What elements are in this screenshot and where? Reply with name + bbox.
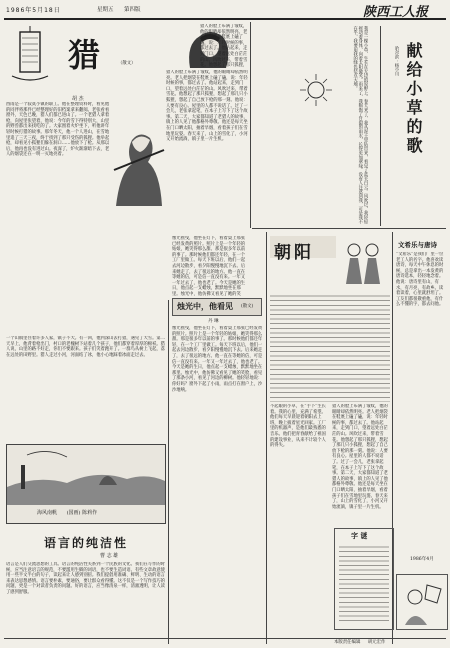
footer-editor: 本版责任编辑 (334, 640, 361, 645)
masthead (0, 0, 450, 20)
language-author: 曹 志 雄 (100, 553, 119, 559)
recognize-label: (散文) (241, 304, 254, 309)
comic-title (37, 509, 97, 516)
hunt-title: 猎 (68, 36, 101, 74)
puzzle-box (334, 528, 394, 630)
recognize-body: 烛光摇曳，他坐在灯下，看着桌上那张已经发黄的照片。照片上是一个年轻的姑娘，她笑得那么甜。那是很多年以前的事了。那时候他们都还年轻，在一个工厂里做工。每天下班以后，他们一起去河边散步，看夕阳慢慢地沉下去。后来她走了，去了很远的地方。他一直在等她的信，可是信一直没有来。一年又一年过去了，他也老了。今天是她的生日，他点起一支蜡烛，默默地坐在那里。烛光中，他仿佛又看见了她的笑脸，看见了那条小河，看见了河边的柳树。他轻轻地说：你好吗？窗外下起了小雨，雨点打在窗户上，沙沙地响。 (172, 326, 263, 393)
dedication-columns: 我是一棵小草，生长在无边的原野上。春天来了，我从泥土里钻出来，看见了蓝天白云。风吹过，我轻轻摇动着身体，向着太阳微笑。雨来了，我喝饱了甘甜的雨水，长得更加翠绿。没有人注意到我，可是我不在乎，我要用我的绿色装点大地。 (352, 26, 368, 224)
sun-emblem (296, 70, 336, 110)
hunt-body-2: 一个山镇里住着许多人家，镇子不大。有一回，他到深山去打猎，遇见了大雪。第二天早上，他背着枪出门，村口的老槐树下站着几个孩子，他们都穿着厚厚的棉袄。猎人说，山里的路不好走，你们不要跟来。孩子们笑着跑开了。一群鸟从树上飞起，落在远处的田野里。猎人走过小河，河面结了冰，他小心地踩着冰面走过去。 (6, 336, 165, 358)
dedication-byline: 哈尔滨 · 杨小川 (394, 46, 399, 76)
language-title: 语言的纯洁性 (44, 536, 129, 550)
hunt-subtitle: （散文） (118, 61, 136, 66)
paper-name: 陕西工人报 (363, 5, 429, 20)
comic-title-text: 海风南帆 (37, 510, 58, 516)
couple-cartoon (336, 236, 390, 286)
lantern-illustration (6, 26, 54, 88)
guest-title: 朝阳 (274, 243, 314, 263)
dedication-box (380, 26, 445, 226)
language-body: 语言是人们交流思想的工具。语言的纯洁性关系到一个民族的文化。我们在写作的时候，应当注意语言的规范，不要滥用生僻的词语，也不要生造词语。有些文章故意使用一些半文半白的句子，读起来让人感到别扭。我们提倡用准确、鲜明、生动的语言来表达思想感情。语言要朴素，要通俗，要让群众看得懂。这不仅是一个写作技巧的问题，更是一个对读者负责的问题。好的语言，应当像清泉一样，清澈透明，让人读了感到舒服。 (6, 562, 165, 595)
comic-panel (6, 444, 166, 524)
recognize-title-box (172, 298, 262, 316)
guest-body: 不起眼的小草，在“手下”生长着。我的心里，充满了希望。他们每天早晨迎着朝阳去上班，晚上披着星光回家。工厂里的机器声，是他们最熟悉的音乐。他们把青春献给了祖国的建设事业，从来不计较个人的得失。 (270, 404, 326, 449)
puzzle-title: 字 谜 (351, 531, 368, 540)
puzzle-body (339, 543, 389, 623)
footer-name: 胡元宏作 (367, 640, 386, 645)
recognize-author: 丹 琳 (208, 319, 219, 324)
guest-body-lines (270, 292, 390, 402)
issue-weekday: 星期五 (97, 7, 114, 13)
recognize-title: 烛光中，他看见 (177, 301, 233, 311)
issue-page: 第四版 (124, 7, 141, 13)
bottom-cartoon (396, 574, 448, 630)
hunt-author: 胡 杰 (72, 96, 84, 102)
guest-title-box (270, 236, 336, 263)
hunt-body: 酉雨是一个寂寞小镇的职工。他在整理资料时，看见他的同伴将那件已经整理好的旧档案拿来翻阅。老张看看窗外，天色已晚，猎人们都已进山了。一个老猎人拿着枪，向屋里张望着，他说：今年的雪下得特别大，山里的野兽都出来找吃的了。大家围着火炉坐下，听他讲年轻时候打猎的故事。那年冬天，他一个人进山，在雪地里追了三天三夜，终于找到了那只受伤的狐狸。他举起枪，却看见小狐狸们躲在洞口……他放下了枪。从那以后，他再也没有进过山。夜深了，炉火渐渐暗下去，老人的烟袋还在一明一灭地亮着。 (6, 102, 110, 158)
comic-credit: (国画) 陈莉作 (66, 510, 98, 516)
recognize-body-2: 烛光摇曳，他坐在灯下，看着桌上那张已经发黄的照片。照片上是一个年轻的姑娘，她笑得那么甜。那是很多年以前的事了。那时候他们都还年轻，在一个工厂里做工。每天下班以后，他们一起去河边散步，看夕阳慢慢地沉下去。后来她走了，去了很远的地方。他一直在等她的信，可是信一直没有来。一年又一年过去了，他也老了。今天是她的生日，他点起一支蜡烛，默默地坐在那里。烛光中，他仿佛又看见了她的笑 (172, 236, 246, 296)
misc-date: 1986年4月 (410, 557, 434, 562)
footer (334, 639, 385, 645)
misc-title: 文希乐与唐诗 (398, 241, 437, 249)
hunt-title-box (6, 24, 166, 92)
dedication-title: 献给小草的歌 (404, 42, 423, 156)
shore-drawing (7, 445, 165, 505)
guest-body-2: 猎人的脸上布满了皱纹，他的眼睛却依然明亮。老人把烟袋在鞋底上磕了磕，说：年轻时候的事，都过去了。他站起来，走到门口，望着远处白茫茫的山。风吹过来，带着雪花。他想起了那只狐狸，想起了那几只小狐狸，想起了自己放下枪的那一刻。他说：人要有良心。屋里的人都不说话了。过了一会儿，老张拿起笔，在本子上写下了这个故事。第二天，大家都知道了老猎人的故事，镇上的人见了他都格外尊敬。他还是每天坐在门口晒太阳，抽着旱烟，看着孩子们在雪地里玩耍。春天来了，山上的雪化了，小河又开始流淌，镇子里一片生机。 (332, 404, 388, 510)
story-body: 猎人的脸上布满了皱纹，他的眼睛却依然明亮。老人把烟袋在鞋底上磕了磕，说：年轻时候的事，都过去了。他站起来，走到门口，望着远处白茫茫的山。风吹过来，带着雪花。他想起了那只狐狸，想起了那几只小狐狸，想起了自己放下枪的那一刻。他说：人要有良心。屋里的人都不说话了。过了一会儿，老张拿起笔，在本子上写下了这个故事。第二天，大家都知道了老猎人的故事，镇上的人见了他都格外尊敬。他还是每天坐在门口晒太阳，抽着旱烟，看着孩子们在雪地里玩耍。春天来了，山上的雪化了，小河又开始流淌，镇子里一片生机。 (166, 70, 248, 143)
issue-date: 1986年5月18日 (6, 7, 61, 14)
hunter-illustration (110, 120, 166, 210)
story-body-right: 猎人的脸上布满了皱纹，他的眼睛却依然明亮。老人把烟袋在鞋底上磕了磕，说：年轻时候的事，都过去了。他站起来，走到门口，望着远处白茫茫的山。风吹过来，带着雪花。他想起了那只狐狸， (200, 24, 248, 68)
misc-body: “文希乐”是我们厂里一位老工人的名字。他喜欢读唐诗，每天中午休息的时候，总是拿出一本发黄的唐诗选本，轻轻地念着。他说：唐诗里有山，有水，有月亮，有故乡。读着读着，心里就舒坦了。工友们都很敬重他，有什么不懂的字，都去问他。 (396, 252, 444, 308)
